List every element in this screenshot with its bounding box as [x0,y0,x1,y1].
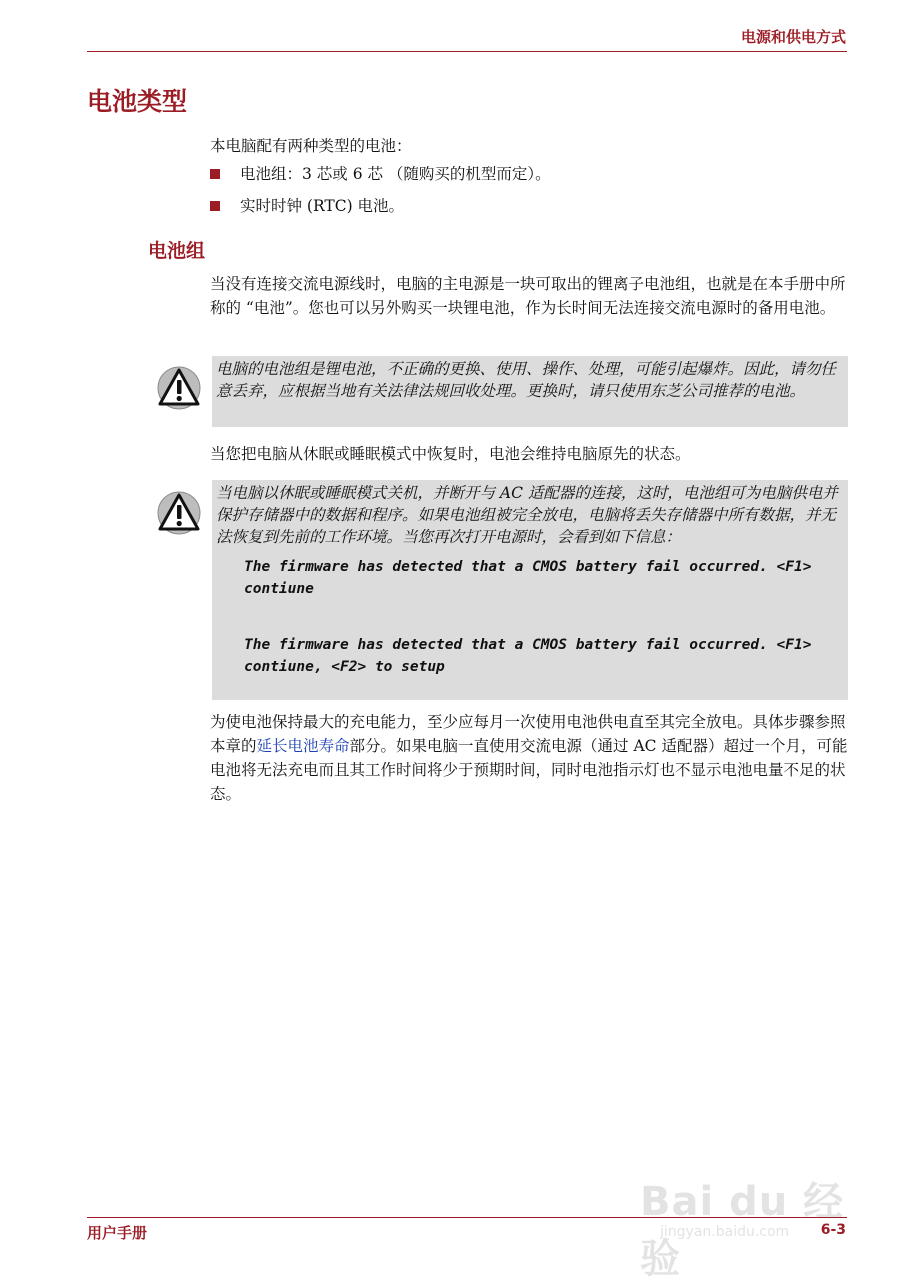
section-title: 电池类型 [87,87,188,116]
footer-manual-title: 用户手册 [87,1224,148,1242]
list-item [210,194,850,218]
footer-rule [87,1217,847,1218]
charge-capacity-paragraph [210,710,850,806]
intro-paragraph: 本电脑配有两种类型的电池： [210,137,412,155]
bullet-square-icon [210,169,220,179]
paragraph-text: 部分。如果电脑一直使用交流电源（通过 AC 适配器）超过一个月，可能电池将无法充电而且其工作时间将少于预期时间，同时电池指示灯也不显示电池电量不足的状态。 [210,737,848,803]
resume-paragraph: 当您把电脑从休眠或睡眠模式中恢复时，电池会维持电脑原先的状态。 [210,445,691,463]
battery-pack-paragraph: 当没有连接交流电源线时，电脑的主电源是一块可取出的锂离子电池组，也就是在本手册中所称的 “电池”。您也可以另外购买一块锂电池，作为长时间无法连接交流电源时的备用电池。 [210,275,846,317]
battery-type-list [210,162,850,226]
warning-text: 电脑的电池组是锂电池，不正确的更换、使用、操作、处理，可能引起爆炸。因此，请勿任意丢弃，应根据当地有关法律法规回收处理。更换时，请只使用东芝公司推荐的电池。 [216,360,837,400]
list-item-text: 电池组：3 芯或 6 芯 （随购买的机型而定）。 [240,165,551,183]
warning-icon [156,365,202,411]
subsection-title: 电池组 [148,240,206,262]
page-number: 6-3 [820,1222,846,1238]
list-item-text: 实时时钟 (RTC) 电池。 [240,197,405,215]
cmos-message-2: The firmware has detected that a CMOS battery fail occurred. <F1> contiune, <F2> to setup [244,637,812,675]
cmos-message-1: The firmware has detected that a CMOS battery fail occurred. <F1> contiune [244,559,812,597]
watermark-logo: Bai du 经验 [640,1179,845,1282]
header-rule [87,51,847,52]
watermark-url: jingyan.baidu.com [660,1224,790,1240]
warning-note-hibernate [212,480,848,700]
running-header-title: 电源和供电方式 [740,28,846,46]
extend-battery-life-link[interactable]: 延长电池寿命 [256,737,350,755]
list-item [210,162,850,186]
bullet-square-icon [210,201,220,211]
warning-note-lithium [212,356,848,427]
paragraph-text: 为使电池保持最大的充电能力，至少应每月一次使用电池供电直至其完全放电。具体步骤参照本章的 [210,713,846,755]
warning-icon [156,490,202,536]
warning-text: 当电脑以休眠或睡眠模式关机，并断开与 AC 适配器的连接，这时，电池组可为电脑供电并保护存储器中的数据和程序。如果电池组被完全放电，电脑将丢失存储器中所有数据，并无法恢复到先前的工作环境。当您再次打开电源时，会看到如下信息： [216,484,838,546]
